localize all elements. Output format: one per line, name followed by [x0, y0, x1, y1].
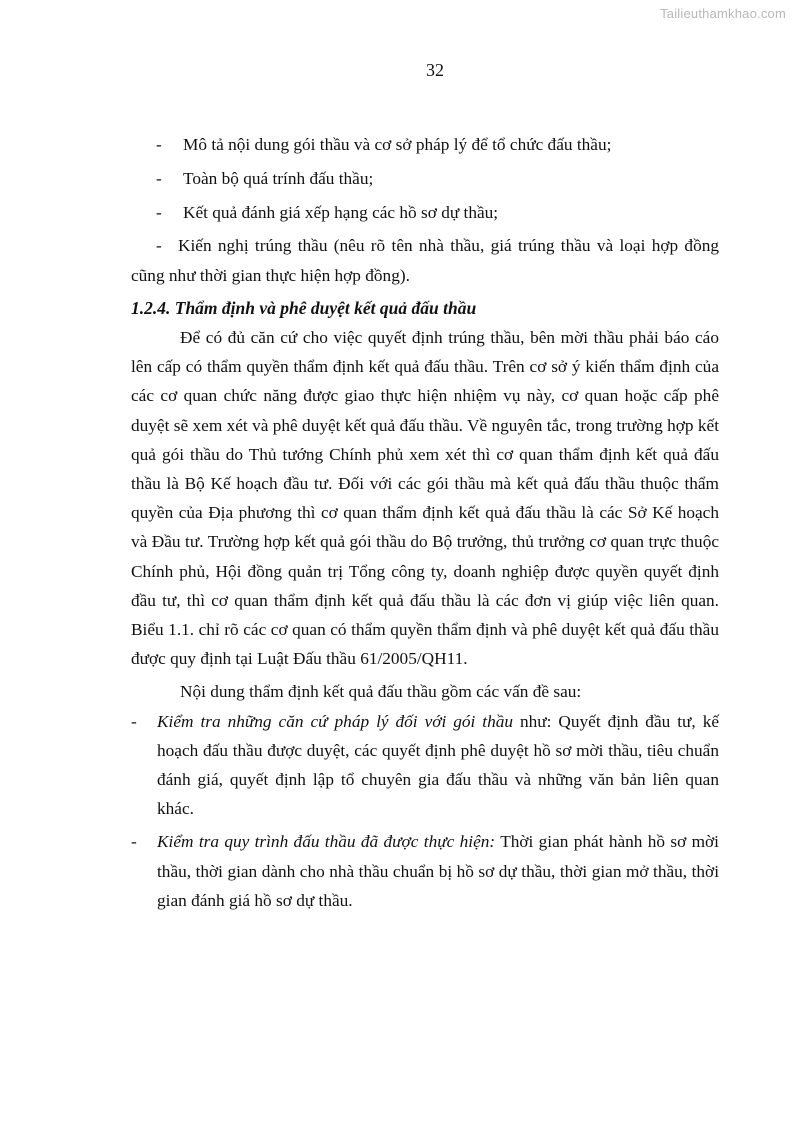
list-item-text: Kiến nghị trúng thầu (nêu rõ tên nhà thầu, giá trúng thầu và loại hợp đồng cũng như thời gian thực hiện hợp đồng).	[131, 236, 719, 285]
list-item-text: Thời gian phát hành hồ sơ mời thầu, thời gian dành cho nhà thầu chuẩn bị hồ sơ dự thầu, thời gian mở thầu, thời gian đánh giá hồ sơ dự thầu.	[157, 832, 719, 910]
content-list	[0, 707, 719, 915]
list-item-text: như: Quyết định đầu tư, kế hoạch đấu thầu được duyệt, các quyết định phê duyệt hồ sơ mời thầu, tiêu chuẩn đánh giá, quyết định lập tổ chuyên gia đấu thầu và những văn bản liên quan khác.	[157, 711, 720, 819]
bullet-list	[131, 130, 719, 227]
list-item	[0, 827, 719, 915]
watermark: Tailieuthamkhao.com	[660, 6, 786, 21]
intro-paragraph: Nội dung thẩm định kết quả đấu thầu gồm các vấn đề sau:	[180, 682, 582, 702]
list-item-text: Mô tả nội dung gói thầu và cơ sở pháp lý để tổ chức đấu thầu;	[183, 135, 612, 154]
bullet-dash: -	[156, 202, 162, 222]
main-paragraph: Để có đủ căn cứ cho việc quyết định trúng thầu, bên mời thầu phải báo cáo lên cấp có thẩm quyền thẩm định kết quả đấu thầu. Trên cơ sở ý kiến thẩm định của các cơ quan chức năng được giao thực hiện nhiệm vụ này, cơ quan hoặc cấp phê duyệt sẽ xem xét và phê duyệt kết quả đấu thầu. Về nguyên tắc, trong trường hợp kết quả gói thầu do Thủ tướng Chính phủ xem xét thì cơ quan thẩm định kết quả đấu thầu là Bộ Kế hoạch đầu tư. Đối với các gói thầu mà kết quả đấu thầu thuộc thẩm quyền của Địa phương thì cơ quan thẩm định kết quả đấu thầu là các Sở Kế hoạch và Đầu tư. Trường hợp kết quả gói thầu do Bộ trưởng, thủ trưởng cơ quan trực thuộc Chính phủ, Hội đồng quản trị Tổng công ty, doanh nghiệp được quyền quyết định đầu tư, thì cơ quan thẩm định kết quả đấu thầu là các đơn vị giúp việc liên quan. Biểu 1.1. chỉ rõ các cơ quan có thẩm quyền thẩm định và phê duyệt kết quả đấu thầu được quy định tại Luật Đấu thầu 61/2005/QH11.	[131, 328, 719, 669]
list-item	[131, 130, 719, 159]
document-body	[131, 130, 719, 919]
bullet-dash: -	[131, 832, 137, 852]
bullet-dash: -	[156, 135, 162, 154]
list-item-text: Kết quả đánh giá xếp hạng các hồ sơ dự thầu;	[183, 202, 499, 222]
bullet-dash: -	[156, 168, 162, 188]
list-item	[131, 198, 719, 227]
list-item-lead: Kiểm tra những căn cứ pháp lý đối với gói thầu	[157, 711, 514, 731]
list-item-lead: Kiểm tra quy trình đấu thầu đã được thực hiện:	[157, 832, 496, 852]
page-number: 32	[426, 60, 444, 80]
bullet-dash: -	[131, 711, 137, 731]
list-item-wrapped	[131, 231, 719, 289]
section-heading: 1.2.4. Thẩm định và phê duyệt kết quả đấu thầu	[131, 297, 477, 318]
list-item	[131, 164, 719, 193]
list-item	[0, 707, 719, 824]
bullet-dash: -	[156, 236, 162, 256]
list-item-text: Toàn bộ quá trính đấu thầu;	[183, 168, 374, 188]
